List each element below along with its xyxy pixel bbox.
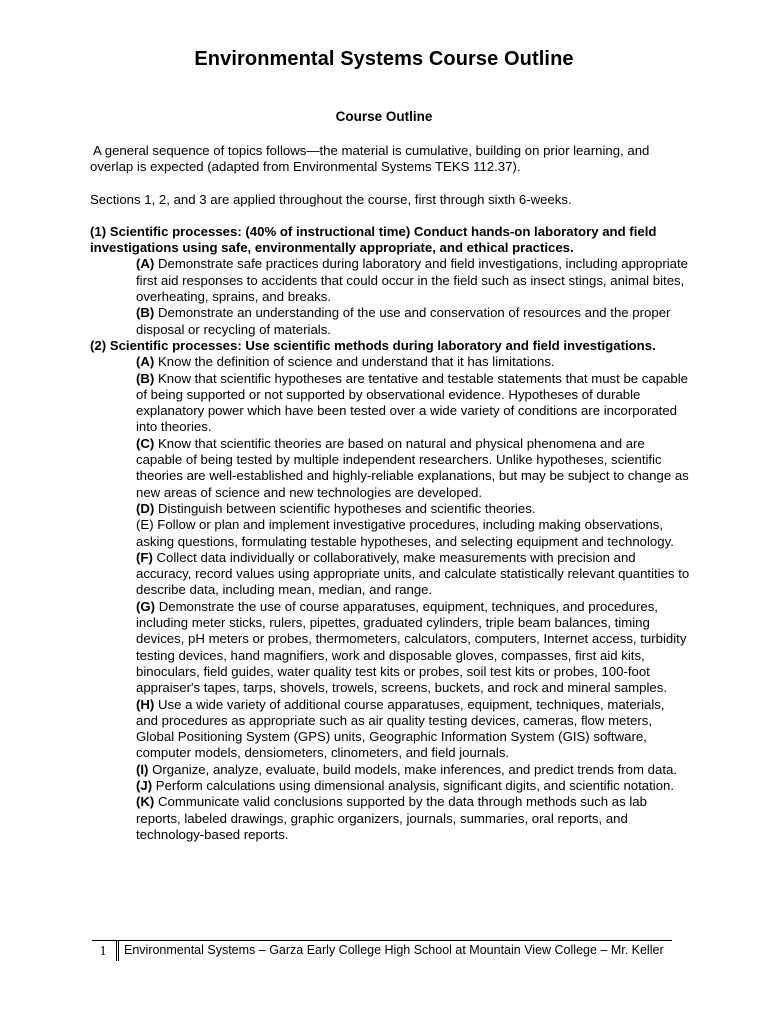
outline-item xyxy=(90,517,690,550)
sections-note: Sections 1, 2, and 3 are applied throughout the course, first through sixth 6-weeks. xyxy=(90,191,572,207)
intro-paragraph: A general sequence of topics follows—the material is cumulative, building on prior learning, and overlap is expected (adapted from Environmental Systems TEKS 112.37). xyxy=(90,143,650,175)
outline-item xyxy=(90,762,690,778)
page-title: Environmental Systems Course Outline xyxy=(194,48,574,70)
footer-divider xyxy=(116,941,119,961)
outline-item-letter: (B) xyxy=(136,305,155,321)
footer-text: Environmental Systems – Garza Early College High School at Mountain View College – Mr. Keller xyxy=(124,943,664,957)
outline-item xyxy=(90,371,690,436)
outline-item-letter: (K) xyxy=(136,794,155,810)
outline-item-text: Collect data individually or collaboratively, make measurements with precision and accuracy, record values using appropriate units, and calculate statistically relevant quantities to describe data, including mean, median, and range. xyxy=(136,549,690,598)
outline-item xyxy=(90,436,690,501)
outline-item-text: Distinguish between scientific hypotheses and scientific theories. xyxy=(157,500,536,516)
outline-item xyxy=(90,305,690,338)
outline-item-text: Know that scientific hypotheses are tentative and testable statements that must be capable of being supported or not supported by observational evidence. Hypotheses of durable explanatory power which have been tested over a wide variety of conditions are incorporated into theories. xyxy=(136,370,688,435)
outline-item-text: Communicate valid conclusions supported by the data through methods such as lab reports, labeled drawings, graphic organizers, journals, summaries, oral reports, and technology-based reports. xyxy=(136,794,647,842)
outline-item xyxy=(90,550,690,599)
outline-item-letter: (H) xyxy=(136,696,155,712)
outline-item-letter: (F) xyxy=(136,549,153,565)
outline-item-text: Follow or plan and implement investigative procedures, including making observations, asking questions, formulating testable hypotheses, and selecting equipment and technology. xyxy=(136,517,674,549)
outline-item-letter: (J) xyxy=(136,777,153,793)
outline-item-text: Demonstrate an understanding of the use and conservation of resources and the proper disposal or recycling of materials. xyxy=(136,305,671,337)
outline-item xyxy=(90,778,690,794)
outline-item xyxy=(90,354,690,370)
outline-item-text: Perform calculations using dimensional analysis, significant digits, and scientific notation. xyxy=(155,777,675,793)
outline-item-text: Organize, analyze, evaluate, build models, make inferences, and predict trends from data. xyxy=(152,761,677,777)
section-heading: Course Outline xyxy=(335,109,433,124)
page-footer xyxy=(92,940,672,961)
outline-section-heading: (1) Scientific processes: (40% of instructional time) Conduct hands-on laboratory and field investigations using safe, environmentally appropriate, and ethical practices. xyxy=(90,223,657,256)
outline-item xyxy=(90,501,690,517)
outline-section-heading: (2) Scientific processes: Use scientific methods during laboratory and field investigations. xyxy=(90,337,656,353)
sections-container xyxy=(90,224,690,843)
outline-item-text: Know that scientific theories are based on natural and physical phenomena and are capable of being tested by multiple independent researchers. Unlike hypotheses, scientific theories are well-established and highly-reliable explanations, but may be subject to change as new areas of science and new technologies are developed. xyxy=(136,435,689,500)
outline-item-letter: (B) xyxy=(136,370,155,386)
outline-item-letter: (A) xyxy=(136,354,155,370)
outline-content xyxy=(90,143,690,843)
page-number: 1 xyxy=(99,944,107,959)
outline-item-letter: (A) xyxy=(136,256,155,272)
outline-item-text: Demonstrate the use of course apparatuses, equipment, techniques, and procedures, including meter sticks, rulers, pipettes, graduated cylinders, triple beam balances, timing devices, pH meters or probes, thermometers, calculators, computers, Internet access, turbidity testing devices, hand magnifiers, work and disposable gloves, compasses, first aid kits, binoculars, field guides, water quality test kits or probes, soil test kits or probes, 100-foot appraiser's tapes, tarps, shovels, trowels, screens, buckets, and rock and mineral samples. xyxy=(136,598,687,696)
outline-item xyxy=(90,697,690,762)
outline-item xyxy=(90,599,690,697)
outline-item xyxy=(90,794,690,843)
outline-item-text: Demonstrate safe practices during laboratory and field investigations, including appropriate first aid responses to accidents that could occur in the field such as insect stings, animal bites, overheating, sprains, and breaks. xyxy=(136,256,688,305)
outline-item-text: Know the definition of science and understand that it has limitations. xyxy=(157,354,555,370)
outline-item-text: Use a wide variety of additional course apparatuses, equipment, techniques, materials, and procedures as appropriate such as air quality testing devices, cameras, flow meters, Global Positioning System (GPS) units, Geographic Information System (GIS) software, computer models, densiometers, clinometers, and field journals. xyxy=(136,696,665,761)
outline-item-letter: (C) xyxy=(136,435,155,451)
outline-item-letter: (D) xyxy=(136,500,155,516)
outline-item xyxy=(90,256,690,305)
outline-item-letter: (E) xyxy=(136,517,154,533)
outline-item-letter: (I) xyxy=(136,761,149,777)
outline-item-letter: (G) xyxy=(136,598,156,614)
